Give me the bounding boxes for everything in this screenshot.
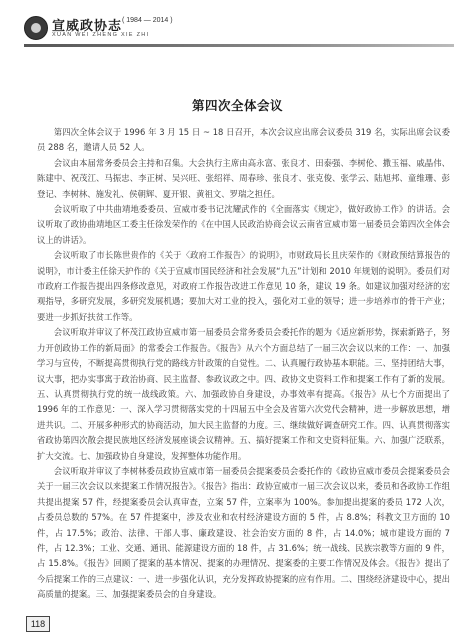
paragraph: 会议听取并审议了杯茂江政协宣威市第一届委员会常务委员会委托作的题为《适应新形势，探索新路子，努力开创政协工作的新局面》的常委会工作报告。《报告》从六个方面总结了一届三次会议以来的工作：一、加强学习与宣传，不断提高贯彻执行党的路线方针政策的自觉性。二、认真履行政协基本职能。三、坚持团结大事，议大事，把办实事寓于政治协商、民主监督、参政议政之中。四、政协文史资料工作和提案工作有了新的发展。五、认真贯彻执行党的统一战线政策。六、加强政协自身建设，办事效率有提高。《报告》从七个方面提出了 1996 年的工作意见：一、深入学习贯彻落实党的十四届五中全会及省第六次党代会精神，进一步解放思想，增进共识。二、开展多种形式的协商活动，加大民主监督的力度。三、继续做好调查研究工作。四、认真贯彻落实省政协第四次散会提民族地区经济发展座谈会议精神。五、搞好提案工作和文史资料征集。六、加强广泛联系，扩大交流。七、加强政协自身建设，发挥整体功能作用。 [37,327,450,461]
section-title: 第四次全体会议 [191,98,283,113]
paragraph: 会议听取了中共曲靖地委委员、宣威市委书记沈耀武作的《全面落实《规定》，做好政协工作》的讲话。会议听取了政协曲靖地区工委主任徐发荣作的《在中国人民政治协商会议云南省宣威市第一届委员会第四次全体会议上的讲话》。 [37,204,450,245]
book-years: ( 1984 — 2014 ) [122,17,173,24]
book-pinyin: XUAN WEI ZHENG XIE ZHI [52,32,150,38]
header-rule [24,44,454,47]
paragraph: 会议听取并审议了李树林委员政协宣威市第一届委员会提案委员会委托作的《政协宣威市委员会提案委员会关于一届三次会议以来提案工作情况报告》。《报告》指出：政协宣威市一届三次会议以来，委员和各政协工作组共提出提案 57 件，经提案委员会认真审查，立案 57 件，立案率为 100%。参加提出提案的委员 172 人次，占委员总数的 57%。在 57 件提案中，涉及农业和农村经济建设方面的 5 件，占 8.8%；科教文卫方面的 10 件，占 17.5%；政治、法律、干部人事、廉政建设、社会治安方面的 8 件，占 14.0%；城市建设方面的 7 件，占 12.3%；工业、交通、通讯、能源建设方面的 18 件，占 31.6%；统一战线、民族宗教等方面的 9 件，占 15.8%。《报告》回顾了提案的基本情况、提案的办理情况、提案委的主要工作情况及体会。《报告》提出了今后提案工作的三点建议：一、进一步强化认识，充分发挥政协提案的应有作用。二、围绕经济建设中心，提出高质量的提案。三、加强提案委员会的自身建设。 [37,465,450,600]
page-header [24,14,454,48]
book-title: 宣威政协志 [52,18,123,33]
cppcc-emblem-icon [24,16,48,40]
page-number: 118 [26,616,50,632]
paragraph: 第四次全体会议于 1996 年 3 月 15 日 ~ 18 日召开，本次会议应出席会议委员 319 名，实际出席会议委员 288 名，邀请人员 52 人。 [37,127,450,153]
paragraph: 会议听取了市长陈世贵作的《关于〈政府工作报告〉的说明》，市财政局长且庆荣作的《财政预结算报告的说明》，市计委主任徐天护作的《关于宣威市国民经济和社会发展“九五”计划和 2010 年规划的说明》。委员们对市政府工作报告提出四条修改意见，对政府工作报告改进工作意见 10 条，建议 19 条。如建议加强对经济的宏观指导，多研究发展，多研究发展机遇；要加大对工业的投入，强化对工业的领导；进一步培养市的骨干产业；要进一步抓好扶贫工作等。 [37,250,450,322]
paragraph: 会议由本届常务委员会主持和召集。大会执行主席由高永富、张良才、田泰强、李树伦、撒玉福、戚晶伟、陈建中、祝茂江、马振忠、李正树、吴兴旺、张绍祥、周春珍、张良才、张克俊、张学云、陆旭邦、童维珊、彭登记、李树林、施发礼、侯朝辉、夏开银、黄祖文、罗瑞之担任。 [37,157,450,199]
body-text [37,125,450,603]
